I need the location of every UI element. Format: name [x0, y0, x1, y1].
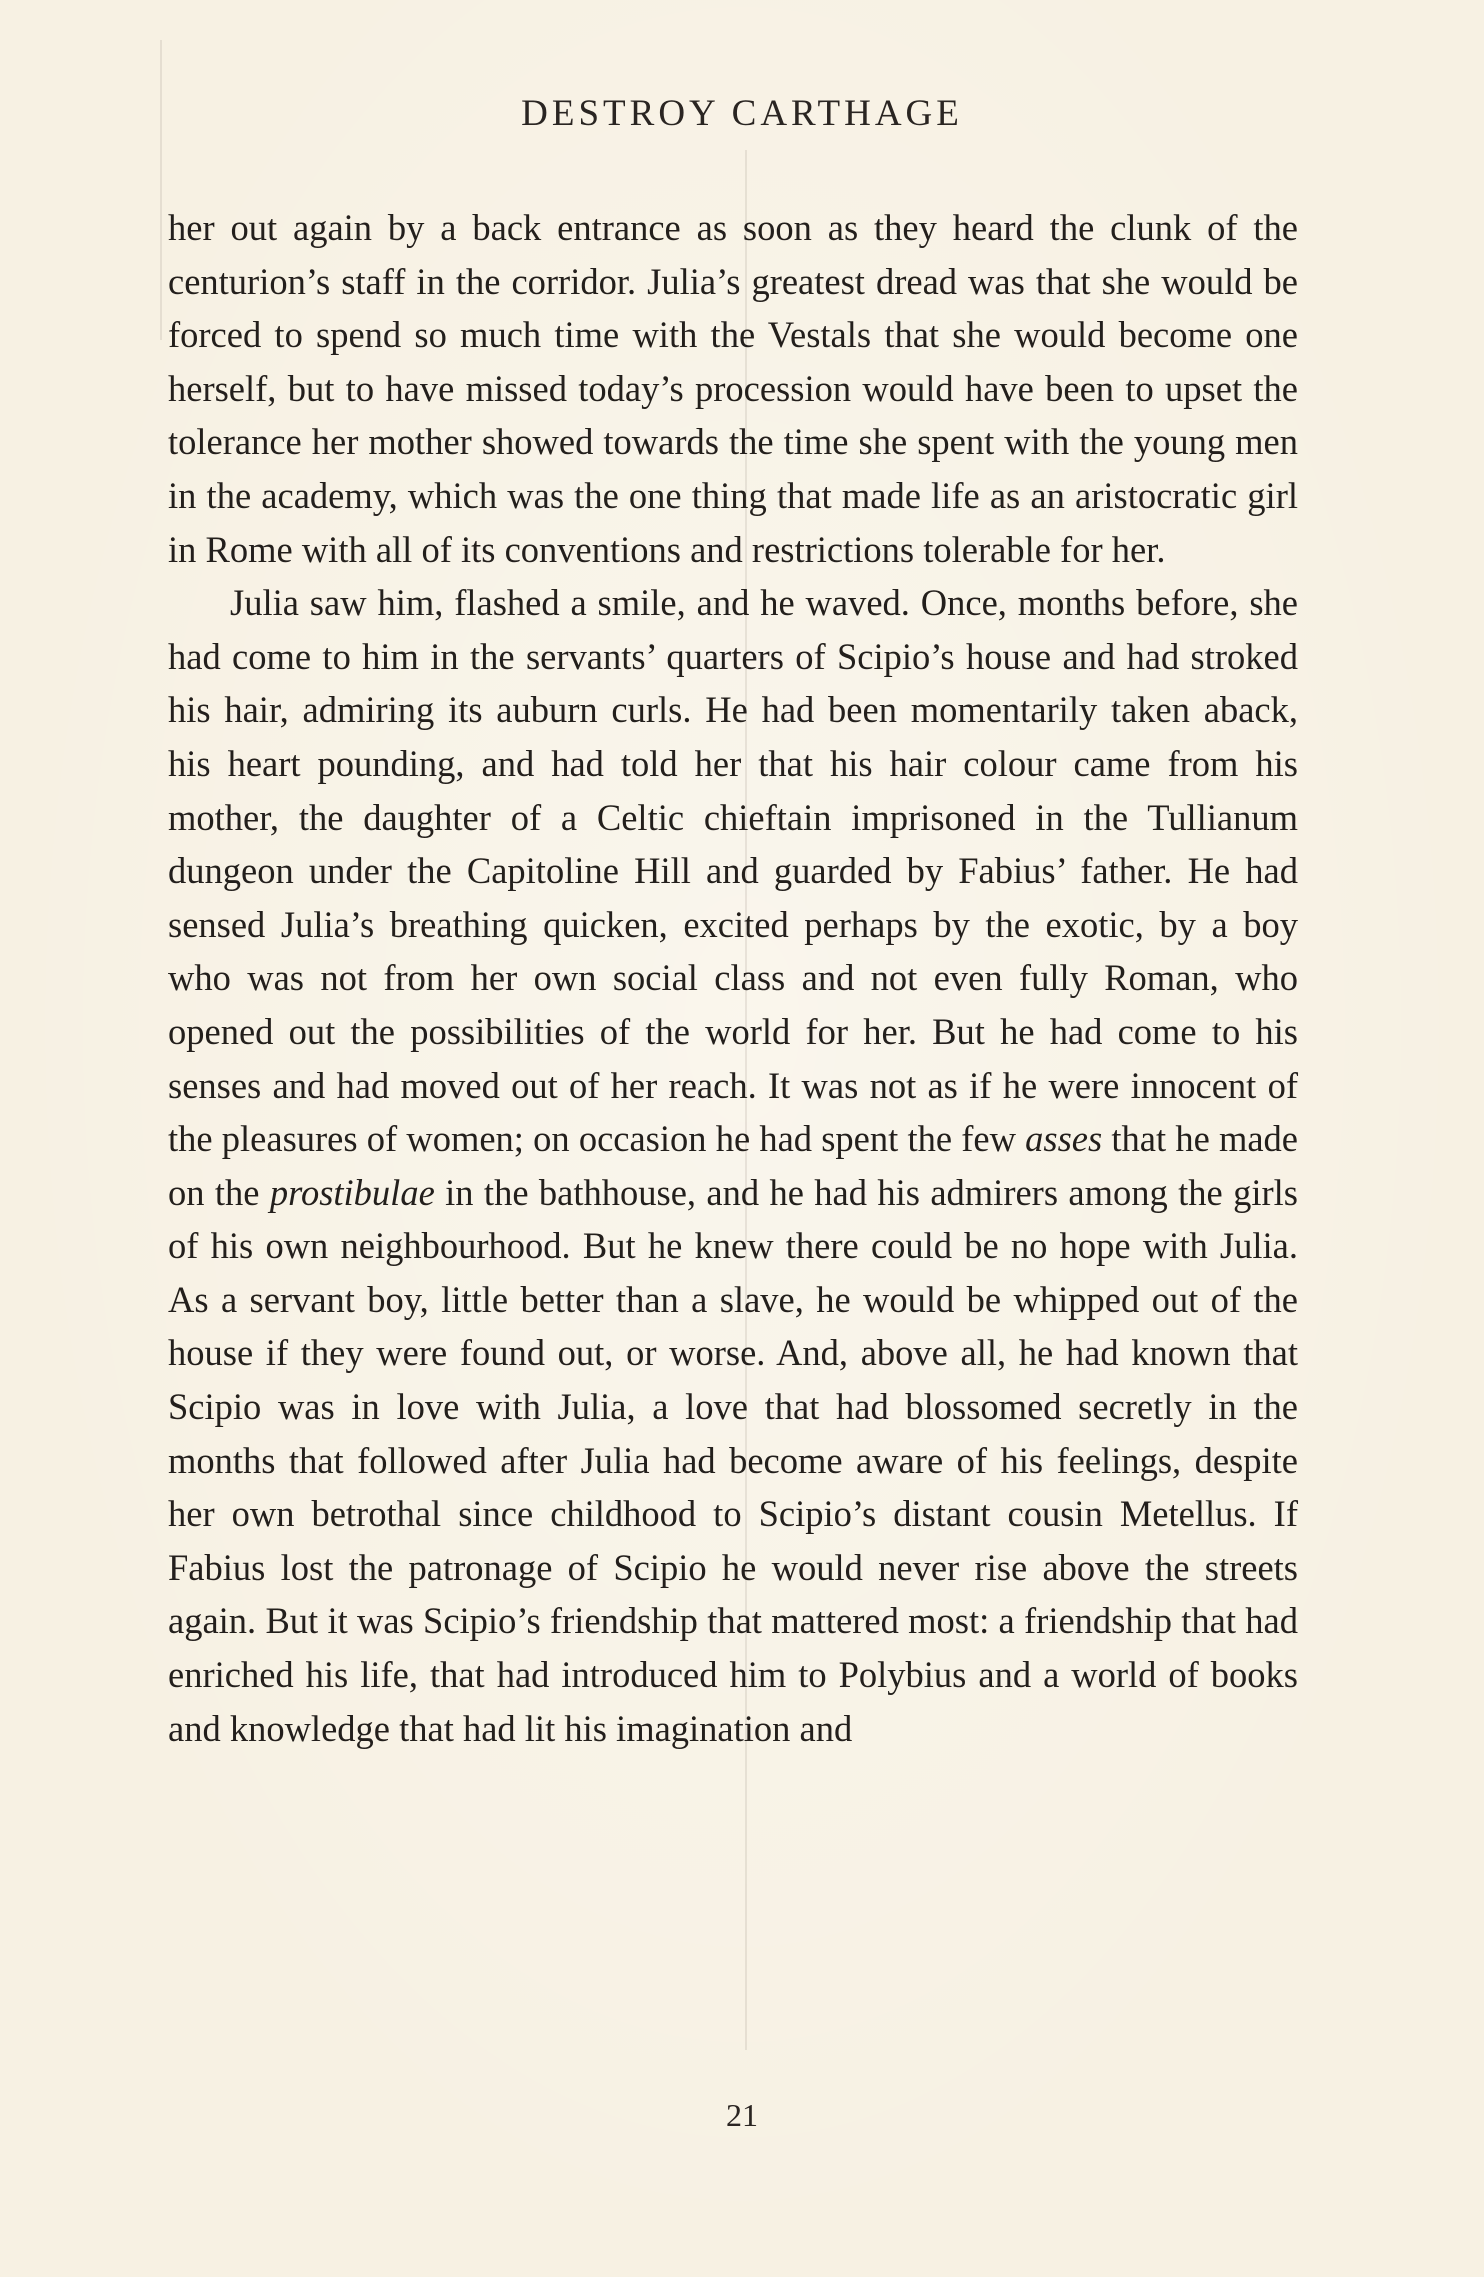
paragraph [168, 576, 1298, 1755]
running-head: DESTROY CARTHAGE [521, 93, 963, 134]
text-run: in the bathhouse, and he had his admirers among the girls of his own neighbourhood. But he knew there could be no hope with Julia. As a servant boy, little better than a slave, he would be whipped out of the house if they were found out, or worse. And, above all, he had known that Scipio was in love with Julia, a love that had blossomed secretly in the months that followed after Julia had become aware of his feelings, despite her own betrothal since childhood to Scipio’s distant cousin Metellus. If Fabius lost the patronage of Scipio he would never rise above the streets again. But it was Scipio’s friendship that mattered most: a friendship that had enriched his life, that had introduced him to Polybius and a world of books and knowledge that had lit his imagination and [168, 1171, 1298, 1749]
page-number: 21 [726, 2097, 758, 2133]
paper-crease [160, 40, 162, 340]
italic-term: asses [1025, 1118, 1103, 1160]
paragraph [168, 201, 1298, 576]
text-run: her out again by a back entrance as soon as they heard the clunk of the centurion’s staff in the corridor. Julia’s greatest dread was that she would be forced to spend so much time with the Vestals that she would become one herself, but to have missed today’s procession would have been to upset the tolerance her mother showed towards the time she spent with the young men in the academy, which was the one thing that made life as an aristocratic girl in Rome with all of its conventions and restrictions tolerable for her. [168, 207, 1298, 570]
text-run: that he made on the [168, 1118, 1298, 1213]
text-run: Julia saw him, flashed a smile, and he waved. Once, months before, she had come to him in the servants’ quarters of Scipio’s house and had stroked his hair, admiring its auburn curls. He had been momentarily taken aback, his heart pounding, and had told her that his hair colour came from his mother, the daughter of a Celtic chieftain imprisoned in the Tullianum dungeon under the Capitoline Hill and guarded by Fabius’ father. He had sensed Julia’s breathing quicken, excited perhaps by the exotic, by a boy who was not from her own social class and not even fully Roman, who opened out the possibilities of the world for her. But he had come to his senses and had moved out of her reach. It was not as if he were innocent of the pleasures of women; on occasion he had spent the few [168, 582, 1298, 1160]
body-text [168, 201, 1298, 1755]
italic-term: prostibulae [269, 1171, 435, 1213]
